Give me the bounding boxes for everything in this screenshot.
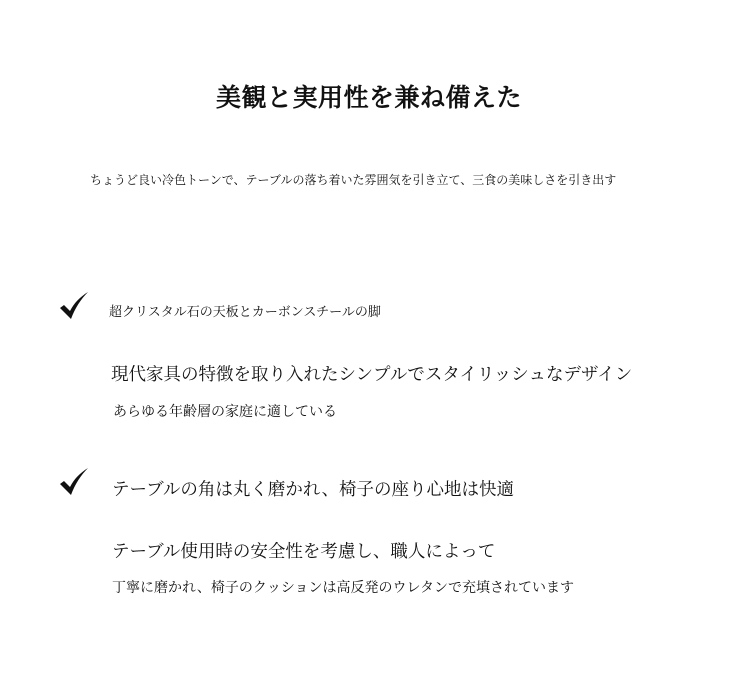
check-icon [58,291,90,321]
feature-description-line: テーブル使用時の安全性を考慮し、職人によって [112,542,496,562]
feature-description-line: あらゆる年齢層の家庭に適している [113,404,337,420]
check-icon [58,467,90,497]
feature-description-line: 丁寧に磨かれ、椅子のクッションは高反発のウレタンで充填されています [112,580,574,596]
feature-heading: 超クリスタル石の天板とカーボンスチールの脚 [109,305,381,320]
feature-description-line: 現代家具の特徴を取り入れたシンプルでスタイリッシュなデザイン [111,365,633,385]
feature-heading: テーブルの角は丸く磨かれ、椅子の座り心地は快適 [112,480,514,500]
page-title: 美観と実用性を兼ね備えた [215,83,522,112]
page-subtitle: ちょうど良い冷色トーンで、テーブルの落ち着いた雰囲気を引き立て、三食の美味しさを引き出す [90,173,617,187]
